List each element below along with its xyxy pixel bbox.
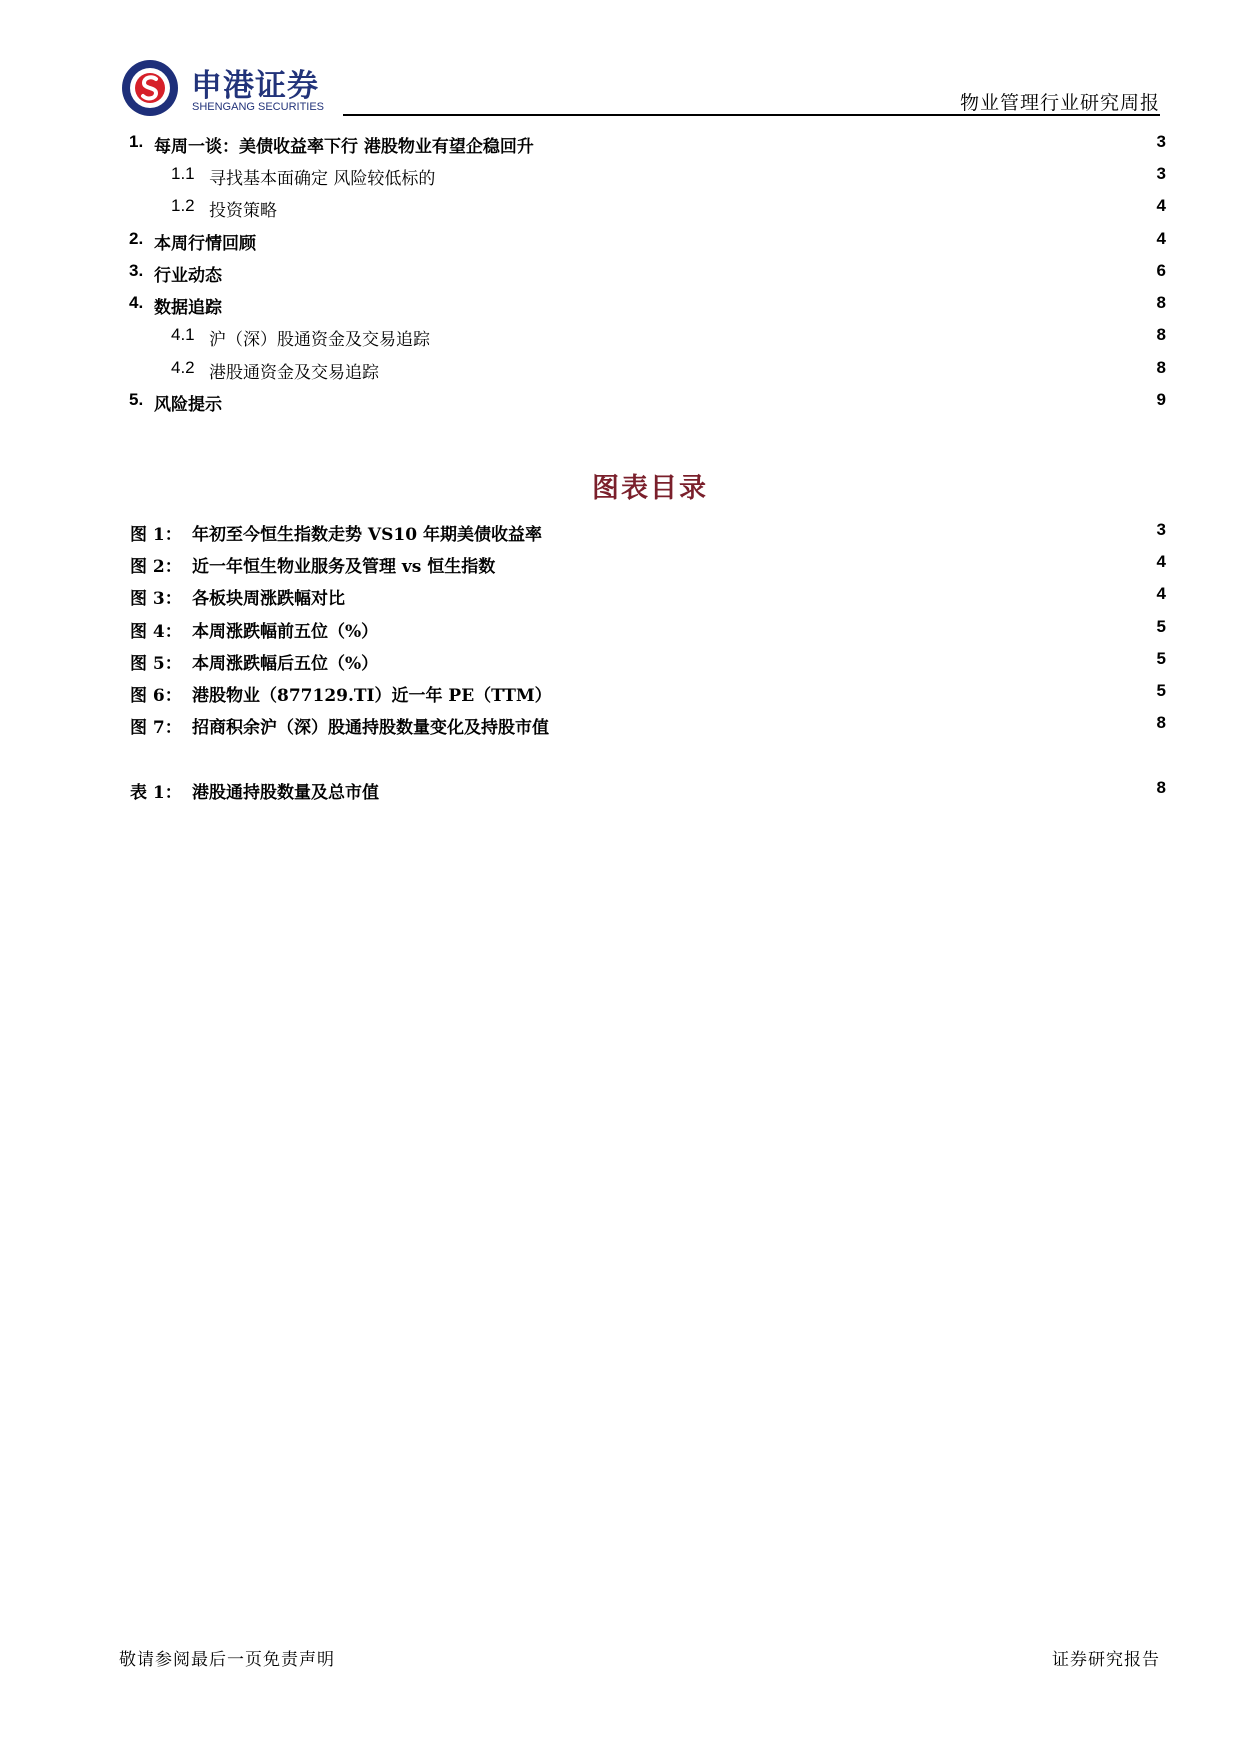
figure-label: 近一年恒生物业服务及管理 vs 恒生指数: [192, 557, 496, 577]
toc-entry[interactable]: [0, 325, 1240, 349]
report-type: 物业管理行业研究周报: [959, 92, 1160, 114]
toc-entry[interactable]: [0, 358, 1240, 382]
toc-label: 行业动态: [154, 266, 222, 286]
toc-entry[interactable]: [0, 132, 1240, 156]
figure-tag: 图 4：: [130, 622, 182, 642]
figure-page: 5: [1156, 681, 1166, 700]
figure-label: 港股物业（877129.TI）近一年 PE（TTM）: [192, 686, 552, 706]
toc-page: 8: [1156, 358, 1166, 377]
toc-page: 9: [1156, 390, 1166, 409]
toc-entry[interactable]: [0, 229, 1240, 253]
toc-page: 6: [1156, 261, 1166, 280]
toc-page: 3: [1156, 132, 1166, 151]
figure-entry[interactable]: [0, 713, 1240, 737]
toc-page: 3: [1156, 164, 1166, 183]
figure-label: 各板块周涨跌幅对比: [192, 589, 345, 609]
figures-heading: 图表目录: [592, 473, 708, 504]
toc-label: 沪（深）股通资金及交易追踪: [209, 330, 430, 350]
figure-tag: 图 5：: [130, 654, 182, 674]
figure-entry[interactable]: [0, 649, 1240, 673]
toc-label: 每周一谈：美债收益率下行 港股物业有望企稳回升: [154, 137, 534, 157]
toc-number: 3.: [129, 261, 144, 280]
figure-label: 本周涨跌幅后五位（%）: [192, 654, 379, 674]
toc-label: 风险提示: [154, 395, 222, 415]
toc-entry[interactable]: [0, 196, 1240, 220]
toc-number: 4.2: [171, 358, 195, 377]
figure-page: 4: [1156, 552, 1166, 571]
figure-entry[interactable]: [0, 681, 1240, 705]
toc-page: 4: [1156, 196, 1166, 215]
toc-entry[interactable]: [0, 293, 1240, 317]
figure-page: 5: [1156, 617, 1166, 636]
toc-entry[interactable]: [0, 390, 1240, 414]
figure-page: 5: [1156, 649, 1166, 668]
toc-number: 2.: [129, 229, 144, 248]
toc-number: 4.: [129, 293, 144, 312]
figure-page: 8: [1156, 713, 1166, 732]
toc-label: 投资策略: [209, 201, 277, 221]
toc-page: 4: [1156, 229, 1166, 248]
toc-number: 4.1: [171, 325, 195, 344]
toc-entry[interactable]: [0, 261, 1240, 285]
figure-tag: 图 3：: [130, 589, 182, 609]
figure-label: 本周涨跌幅前五位（%）: [192, 622, 379, 642]
figure-tag: 图 7：: [130, 718, 182, 738]
toc-label: 本周行情回顾: [154, 234, 256, 254]
figure-entry[interactable]: [0, 584, 1240, 608]
brand-name: 申港证券: [191, 68, 319, 104]
figure-entry[interactable]: [0, 552, 1240, 576]
brand-name-english: SHENGANG SECURITIES: [192, 101, 325, 113]
figure-label: 招商积余沪（深）股通持股数量变化及持股市值: [192, 718, 549, 738]
table-label: 港股通持股数量及总市值: [192, 783, 379, 803]
toc-number: 1.1: [171, 164, 195, 183]
toc-page: 8: [1156, 293, 1166, 312]
toc-entry[interactable]: [0, 164, 1240, 188]
figure-tag: 图 2：: [130, 557, 182, 577]
toc-page: 8: [1156, 325, 1166, 344]
figure-entry[interactable]: [0, 617, 1240, 641]
toc-number: 5.: [129, 390, 144, 409]
toc-label: 数据追踪: [154, 298, 222, 318]
disclaimer-note: 敬请参阅最后一页免责声明: [119, 1650, 335, 1670]
figure-page: 3: [1156, 520, 1166, 539]
header-divider: [343, 114, 1160, 116]
figure-label: 年初至今恒生指数走势 VS10 年期美债收益率: [192, 525, 542, 545]
toc-label: 港股通资金及交易追踪: [209, 363, 379, 383]
table-page: 8: [1156, 778, 1166, 797]
table-tag: 表 1：: [130, 783, 182, 803]
toc-number: 1.2: [171, 196, 195, 215]
figure-page: 4: [1156, 584, 1166, 603]
figure-tag: 图 6：: [130, 686, 182, 706]
figure-entry[interactable]: [0, 520, 1240, 544]
toc-label: 寻找基本面确定 风险较低标的: [209, 169, 436, 189]
figure-tag: 图 1：: [130, 525, 182, 545]
toc-number: 1.: [129, 132, 144, 151]
company-logo-icon: [121, 59, 179, 117]
report-category: 证券研究报告: [1052, 1650, 1160, 1670]
table-entry[interactable]: [0, 778, 1240, 802]
